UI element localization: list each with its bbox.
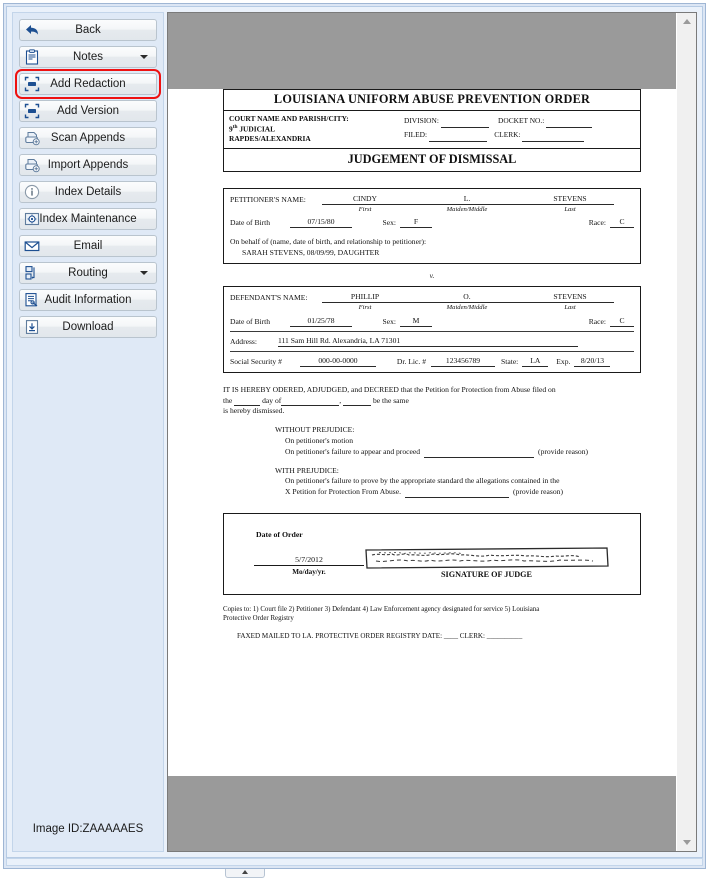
petitioner-box <box>223 188 641 265</box>
copies-line-1: Copies to: 1) Court file 2) Petitioner 3) Defendant 4) Law Enforcement agency designated for service 5) Louisiana <box>223 605 540 613</box>
chevron-up-icon <box>683 19 691 24</box>
petitioner-last-value: STEVENS <box>526 193 614 205</box>
petitioner-dob-label: Date of Birth <box>230 218 271 228</box>
division-label: DIVISION: <box>404 116 439 125</box>
sidebar-button-label: Back <box>75 24 101 36</box>
chevron-up-icon <box>242 870 248 874</box>
clerk-blank <box>522 133 584 142</box>
sidebar-button-import-appends[interactable] <box>19 154 157 176</box>
court-parish-line: RAPDES/ALEXANDRIA <box>229 134 311 143</box>
filed-blank <box>429 133 487 142</box>
decree-line-2: the day of , be the same <box>223 395 409 405</box>
clerk-label: CLERK: <box>494 130 521 140</box>
sidebar-button-add-redaction[interactable] <box>19 73 157 95</box>
sidebar-button-add-version[interactable] <box>19 100 157 122</box>
defendant-state-label: State: <box>501 356 519 366</box>
scanner-plus-icon <box>24 157 40 173</box>
decree-body <box>223 385 641 498</box>
document-canvas[interactable] <box>168 13 676 851</box>
petitioner-middle-value: L. <box>408 193 526 205</box>
sidebar-button-label: Routing <box>68 267 108 279</box>
defendant-middle-value: O. <box>408 291 526 303</box>
decree-year-blank <box>343 397 371 406</box>
without-prejudice-heading: WITHOUT PREJUDICE: <box>275 425 355 435</box>
signature-box <box>223 513 641 595</box>
scrollbar-thumb[interactable] <box>678 30 695 834</box>
scanner-plus-icon <box>24 130 40 146</box>
without-prejudice-item-1: On petitioner's motion <box>285 435 354 445</box>
petitioner-dob-row <box>230 216 634 228</box>
defendant-exp-value: 8/20/13 <box>574 355 610 367</box>
court-name-label: COURT NAME AND PARISH/CITY: <box>229 114 349 123</box>
clipboard-note-icon <box>24 49 40 65</box>
with-prejudice-heading: WITH PREJUDICE: <box>275 465 339 475</box>
docket-label: DOCKET NO.: <box>498 116 545 125</box>
petitioner-last-sublabel: Last <box>564 205 576 213</box>
petitioner-first-value: CINDY <box>322 193 408 205</box>
defendant-name-sublabels <box>230 303 634 313</box>
defendant-race-value: C <box>610 315 634 327</box>
defendant-ssn-value: 000-00-0000 <box>300 355 376 367</box>
defendant-name-label: DEFENDANT'S NAME: <box>230 293 308 303</box>
defendant-middle-sublabel: Maiden/Middle <box>446 304 488 312</box>
sidebar-button-index-details[interactable] <box>19 181 157 203</box>
defendant-address-row <box>230 331 634 347</box>
date-of-order-format-label: Mo/day/yr. <box>292 567 326 576</box>
decree-month-blank <box>281 397 339 406</box>
defendant-sex-label: Sex: <box>382 316 396 326</box>
sidebar-button-label: Audit Information <box>44 294 132 306</box>
application-inner-panel <box>6 6 703 858</box>
filed-label: FILED: <box>404 130 427 140</box>
signature-of-judge-label: SIGNATURE OF JUDGE <box>441 569 532 579</box>
docket-blank <box>546 119 592 128</box>
sidebar-button-scan-appends[interactable] <box>19 127 157 149</box>
with-reason-blank <box>405 489 509 498</box>
defendant-race-label: Race: <box>588 316 606 326</box>
defendant-sex-value: M <box>400 315 432 327</box>
defendant-address-label: Address: <box>230 336 257 346</box>
sidebar-button-routing[interactable] <box>19 262 157 284</box>
petitioner-sex-label: Sex: <box>382 218 396 228</box>
defendant-box <box>223 286 641 373</box>
image-id-status <box>13 807 163 851</box>
judge-signature-image <box>364 546 609 570</box>
defendant-dob-row <box>230 315 634 327</box>
bottom-collapse-tab[interactable] <box>225 869 265 878</box>
decree-day-blank <box>234 397 260 406</box>
petitioner-onbehalf-label: On behalf of (name, date of birth, and relationship to petitioner): <box>230 237 427 247</box>
redaction-box-icon <box>24 76 40 92</box>
sidebar-button-label: Index Details <box>54 186 122 198</box>
download-page-icon <box>24 319 40 335</box>
defendant-dl-label: Dr. Lic. # <box>396 356 426 366</box>
petitioner-sex-value: F <box>400 216 432 228</box>
defendant-exp-label: Exp. <box>556 356 571 366</box>
sidebar-button-back[interactable] <box>19 19 157 41</box>
image-id-text: Image ID:ZAAAAAES <box>32 823 144 835</box>
date-of-order-label: Date of Order <box>256 529 303 539</box>
defendant-last-sublabel: Last <box>564 304 576 312</box>
defendant-dob-value: 01/25/78 <box>290 315 352 327</box>
window-bottom-bar <box>6 858 703 866</box>
sidebar-button-label: Index Maintenance <box>39 213 137 225</box>
petitioner-middle-sublabel: Maiden/Middle <box>446 205 488 213</box>
sidebar-button-label: Email <box>73 240 103 252</box>
filed-clerk-line <box>404 128 635 142</box>
sidebar-button-label: Add Version <box>56 105 119 117</box>
copies-line-2: Protective Order Registry <box>223 615 294 623</box>
court-fields-block <box>404 114 635 144</box>
defendant-ssn-label: Social Security # <box>230 356 282 366</box>
defendant-name-row <box>230 291 634 303</box>
petitioner-race-label: Race: <box>588 218 606 228</box>
decree-line-1: IT IS HEREBY ODERED, ADJUDGED, and DECREED that the Petition for Protection from Abuse filed on <box>223 384 556 394</box>
scanned-document-page <box>168 89 676 718</box>
viewer-vertical-scrollbar[interactable] <box>676 13 696 851</box>
judgement-title: JUDGEMENT OF DISMISSAL <box>347 151 517 166</box>
sidebar-button-audit-information[interactable] <box>19 289 157 311</box>
document-sheet <box>223 89 641 640</box>
without-prejudice-item-2: On petitioner's failure to appear and proceed (provide reason) <box>285 446 589 456</box>
info-circle-icon <box>24 184 40 200</box>
routing-flow-icon <box>24 265 40 281</box>
sidebar-button-email[interactable] <box>19 235 157 257</box>
sidebar-button-label: Download <box>62 321 114 333</box>
date-of-order-value: 5/7/2012 <box>254 555 364 566</box>
defendant-dl-value: 123456789 <box>431 355 495 367</box>
document-title: LOUISIANA UNIFORM ABUSE PREVENTION ORDER <box>224 90 640 111</box>
document-viewer[interactable] <box>167 12 697 852</box>
chevron-down-icon[interactable] <box>140 55 148 59</box>
petitioner-first-sublabel: First <box>358 205 372 213</box>
division-docket-line <box>404 114 635 128</box>
sidebar-button-label: Notes <box>72 51 104 63</box>
defendant-first-sublabel: First <box>358 304 372 312</box>
chevron-down-icon[interactable] <box>140 271 148 275</box>
envelope-icon <box>24 238 40 254</box>
sidebar-button-list <box>13 17 163 803</box>
court-info-row <box>224 111 640 149</box>
back-arrow-icon <box>24 22 40 38</box>
petitioner-name-label: PETITIONER'S NAME: <box>230 194 306 204</box>
court-name-block <box>229 114 404 144</box>
redaction-box-icon <box>24 103 40 119</box>
sidebar-button-notes[interactable] <box>19 46 157 68</box>
sidebar-toolbar-panel <box>12 12 164 852</box>
without-reason-blank <box>424 449 534 458</box>
petitioner-race-value: C <box>610 216 634 228</box>
versus-separator: v. <box>429 271 435 281</box>
court-judicial-line: 9th JUDICIAL <box>229 123 276 134</box>
defendant-address-value: 111 Sam Hill Rd. Alexandria, LA 71301 <box>278 335 578 347</box>
viewer-top-margin <box>168 13 676 89</box>
with-prejudice-item-2: X Petition for Protection From Abuse. (provide reason) <box>285 487 563 497</box>
division-blank <box>441 119 489 128</box>
viewer-bottom-margin <box>168 776 676 851</box>
faxed-registry-line: FAXED MAILED TO LA. PROTECTIVE ORDER REGISTRY DATE: ____ CLERK: __________ <box>237 631 523 640</box>
sidebar-button-download[interactable] <box>19 316 157 338</box>
chevron-down-icon <box>683 840 691 845</box>
defendant-dob-label: Date of Birth <box>230 316 271 326</box>
decree-line-3: is hereby dismissed. <box>223 406 285 416</box>
sidebar-button-label: Add Redaction <box>50 78 126 90</box>
application-window <box>3 3 706 869</box>
defendant-last-value: STEVENS <box>526 291 614 303</box>
with-prejudice-item-1: On petitioner's failure to prove by the appropriate standard the allegations contained in the <box>285 476 560 486</box>
scroll-down-button[interactable] <box>677 834 696 851</box>
gear-folder-icon <box>24 211 40 227</box>
defendant-ssn-row <box>230 351 634 367</box>
audit-document-icon <box>24 292 40 308</box>
petitioner-name-row <box>230 193 634 205</box>
petitioner-dob-value: 07/15/80 <box>290 216 352 228</box>
defendant-first-value: PHILLIP <box>322 291 408 303</box>
sidebar-button-label: Scan Appends <box>50 132 126 144</box>
defendant-state-value: LA <box>522 355 548 367</box>
petitioner-onbehalf-value: SARAH STEVENS, 08/09/99, DAUGHTER <box>242 248 380 258</box>
copies-to-block <box>223 605 641 624</box>
document-header-box <box>223 89 641 172</box>
sidebar-button-label: Import Appends <box>47 159 129 171</box>
sidebar-button-index-maintenance[interactable] <box>19 208 157 230</box>
scroll-up-button[interactable] <box>677 13 696 30</box>
petitioner-name-sublabels <box>230 205 634 215</box>
